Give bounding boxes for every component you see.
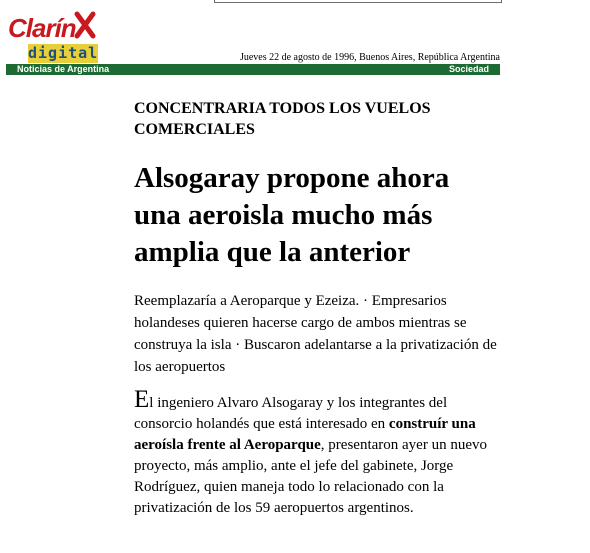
section-bar: [6, 64, 500, 75]
clarin-logo[interactable]: [6, 8, 99, 66]
logo-wordmark: Clarín: [8, 13, 76, 43]
top-search-box-edge: [214, 0, 502, 3]
section-link-noticias[interactable]: Noticias de Argentina: [17, 64, 110, 74]
body-bold-phrase: construír una aeroísla frente al Aeroparque: [134, 416, 476, 453]
article-headline: Alsogaray propone ahora una aeroisla mucho más amplia que la anterior: [134, 162, 450, 268]
section-link-sociedad[interactable]: Sociedad: [448, 64, 489, 74]
article-kicker: CONCENTRARIA TODOS LOS VUELOS COMERCIALES: [134, 100, 431, 138]
logo-subtitle: digital: [28, 44, 99, 62]
body-dropcap: E: [134, 386, 150, 413]
article-body: [134, 386, 504, 519]
body-text-2: , presentaron ayer un nuevo proyecto, más amplio, ante el jefe del gabinete, Jorge Rodríguez, quien maneja todo lo relacionado con la privatización de los 59 aeropuertos argentinos.: [134, 437, 487, 516]
dateline: Jueves 22 de agosto de 1996, Buenos Aires, República Argentina: [239, 52, 500, 63]
body-text-1: l ingeniero Alvaro Alsogaray y los integrantes del consorcio holandés que está interesado en: [134, 395, 448, 432]
article-summary: Reemplazaría a Aeroparque y Ezeiza. · Empresarios holandeses quieren hacerse cargo de ambos mientras se construya la isla · Buscaron adelantarse a la privatización de los aeropuertos: [134, 293, 497, 375]
logo-x-icon: [74, 10, 96, 40]
